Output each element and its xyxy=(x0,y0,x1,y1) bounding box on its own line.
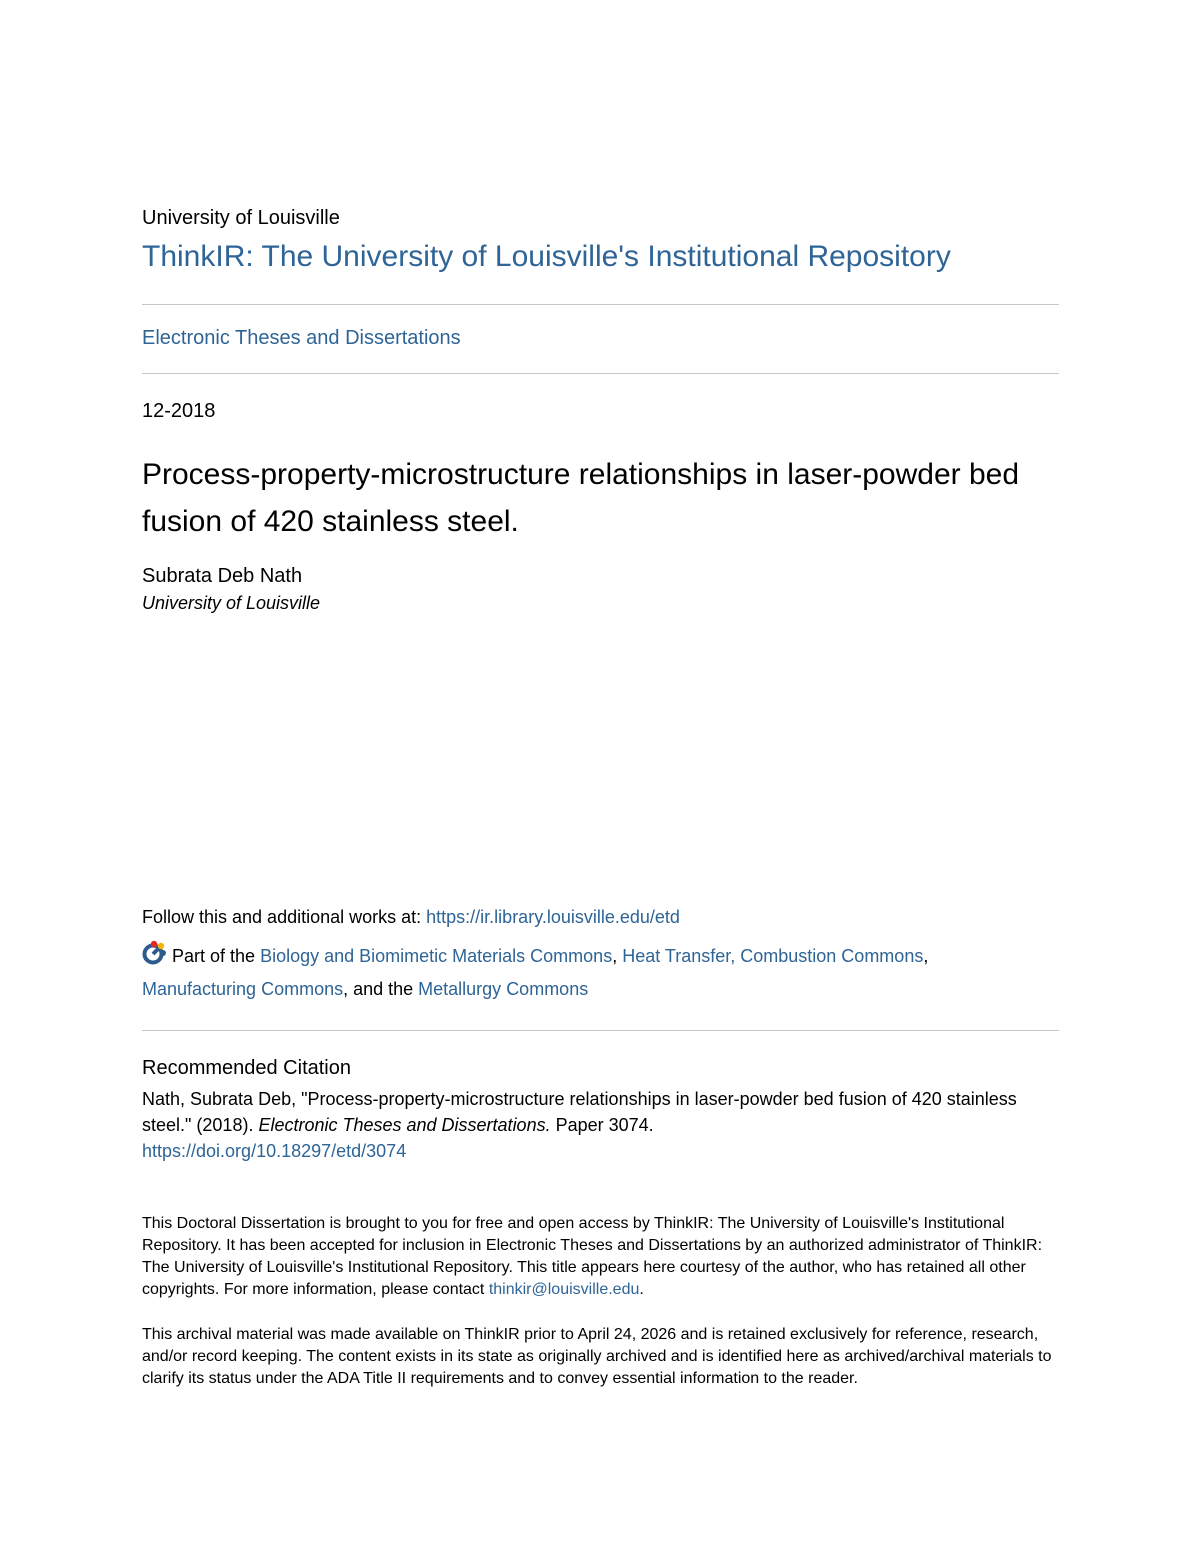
divider xyxy=(142,373,1059,374)
divider xyxy=(142,304,1059,305)
separator: , xyxy=(923,946,929,966)
commons-network-icon xyxy=(142,940,168,966)
archival-notice: This archival material was made available on ThinkIR prior to April 24, 2026 and is retained exclusively for reference, research, and/or record keeping. The content exists in its state as originally archived and is identified here as archived/archival materials to clarify its status under the ADA Title II requirements and to convey essential information to the reader. xyxy=(142,1326,1052,1387)
citation-journal: Electronic Theses and Dissertations. xyxy=(258,1115,551,1135)
citation-text xyxy=(142,1086,1042,1164)
follow-line xyxy=(142,907,680,928)
citation-text-end: Paper 3074. xyxy=(550,1115,654,1135)
author-affiliation: University of Louisville xyxy=(142,593,321,613)
citation-text-start: Nath, Subrata Deb, "Process-property-microstructure relationships in laser-powder bed fusion of 420 stainless steel." (2018). xyxy=(142,1089,1017,1135)
doi-link[interactable]: https://doi.org/10.18297/etd/3074 xyxy=(142,1141,407,1161)
follow-prefix: Follow this and additional works at: xyxy=(142,907,427,927)
commons-link-biology[interactable]: Biology and Biomimetic Materials Commons xyxy=(260,946,613,966)
follow-url-link[interactable]: https://ir.library.louisville.edu/etd xyxy=(426,907,680,927)
part-of-commons xyxy=(142,940,1059,1006)
separator: , and the xyxy=(343,979,419,999)
repository-link[interactable]: ThinkIR: The University of Louisville's Institutional Repository xyxy=(142,240,951,273)
part-of-prefix: Part of the xyxy=(172,946,261,966)
commons-link-metallurgy[interactable]: Metallurgy Commons xyxy=(418,979,589,999)
publication-date: 12-2018 xyxy=(142,400,216,422)
separator: , xyxy=(612,946,623,966)
access-notice xyxy=(142,1213,1052,1301)
citation-heading: Recommended Citation xyxy=(142,1057,351,1079)
commons-link-manufacturing[interactable]: Manufacturing Commons xyxy=(142,979,344,999)
institution-name: University of Louisville xyxy=(142,207,340,229)
contact-email-link[interactable]: thinkir@louisville.edu xyxy=(488,1281,640,1298)
document-title: Process-property-microstructure relationships in laser-powder bed fusion of 420 stainless steel. xyxy=(142,458,1020,538)
collection-link[interactable]: Electronic Theses and Dissertations xyxy=(142,327,461,349)
access-notice-text: This Doctoral Dissertation is brought to you for free and open access by ThinkIR: The University of Louisville's Institutional Repository. It has been accepted for inclusion in Electronic Theses and Dissertations by an authorized administrator of ThinkIR: The University of Louisville's Institutional Repository. This title appears here courtesy of the author, who has retained all other copyrights. For more information, please contact xyxy=(142,1215,1043,1298)
author-name: Subrata Deb Nath xyxy=(142,565,303,587)
commons-link-heat-transfer[interactable]: Heat Transfer, Combustion Commons xyxy=(622,946,924,966)
access-notice-end: . xyxy=(639,1281,644,1298)
divider xyxy=(142,1030,1059,1031)
